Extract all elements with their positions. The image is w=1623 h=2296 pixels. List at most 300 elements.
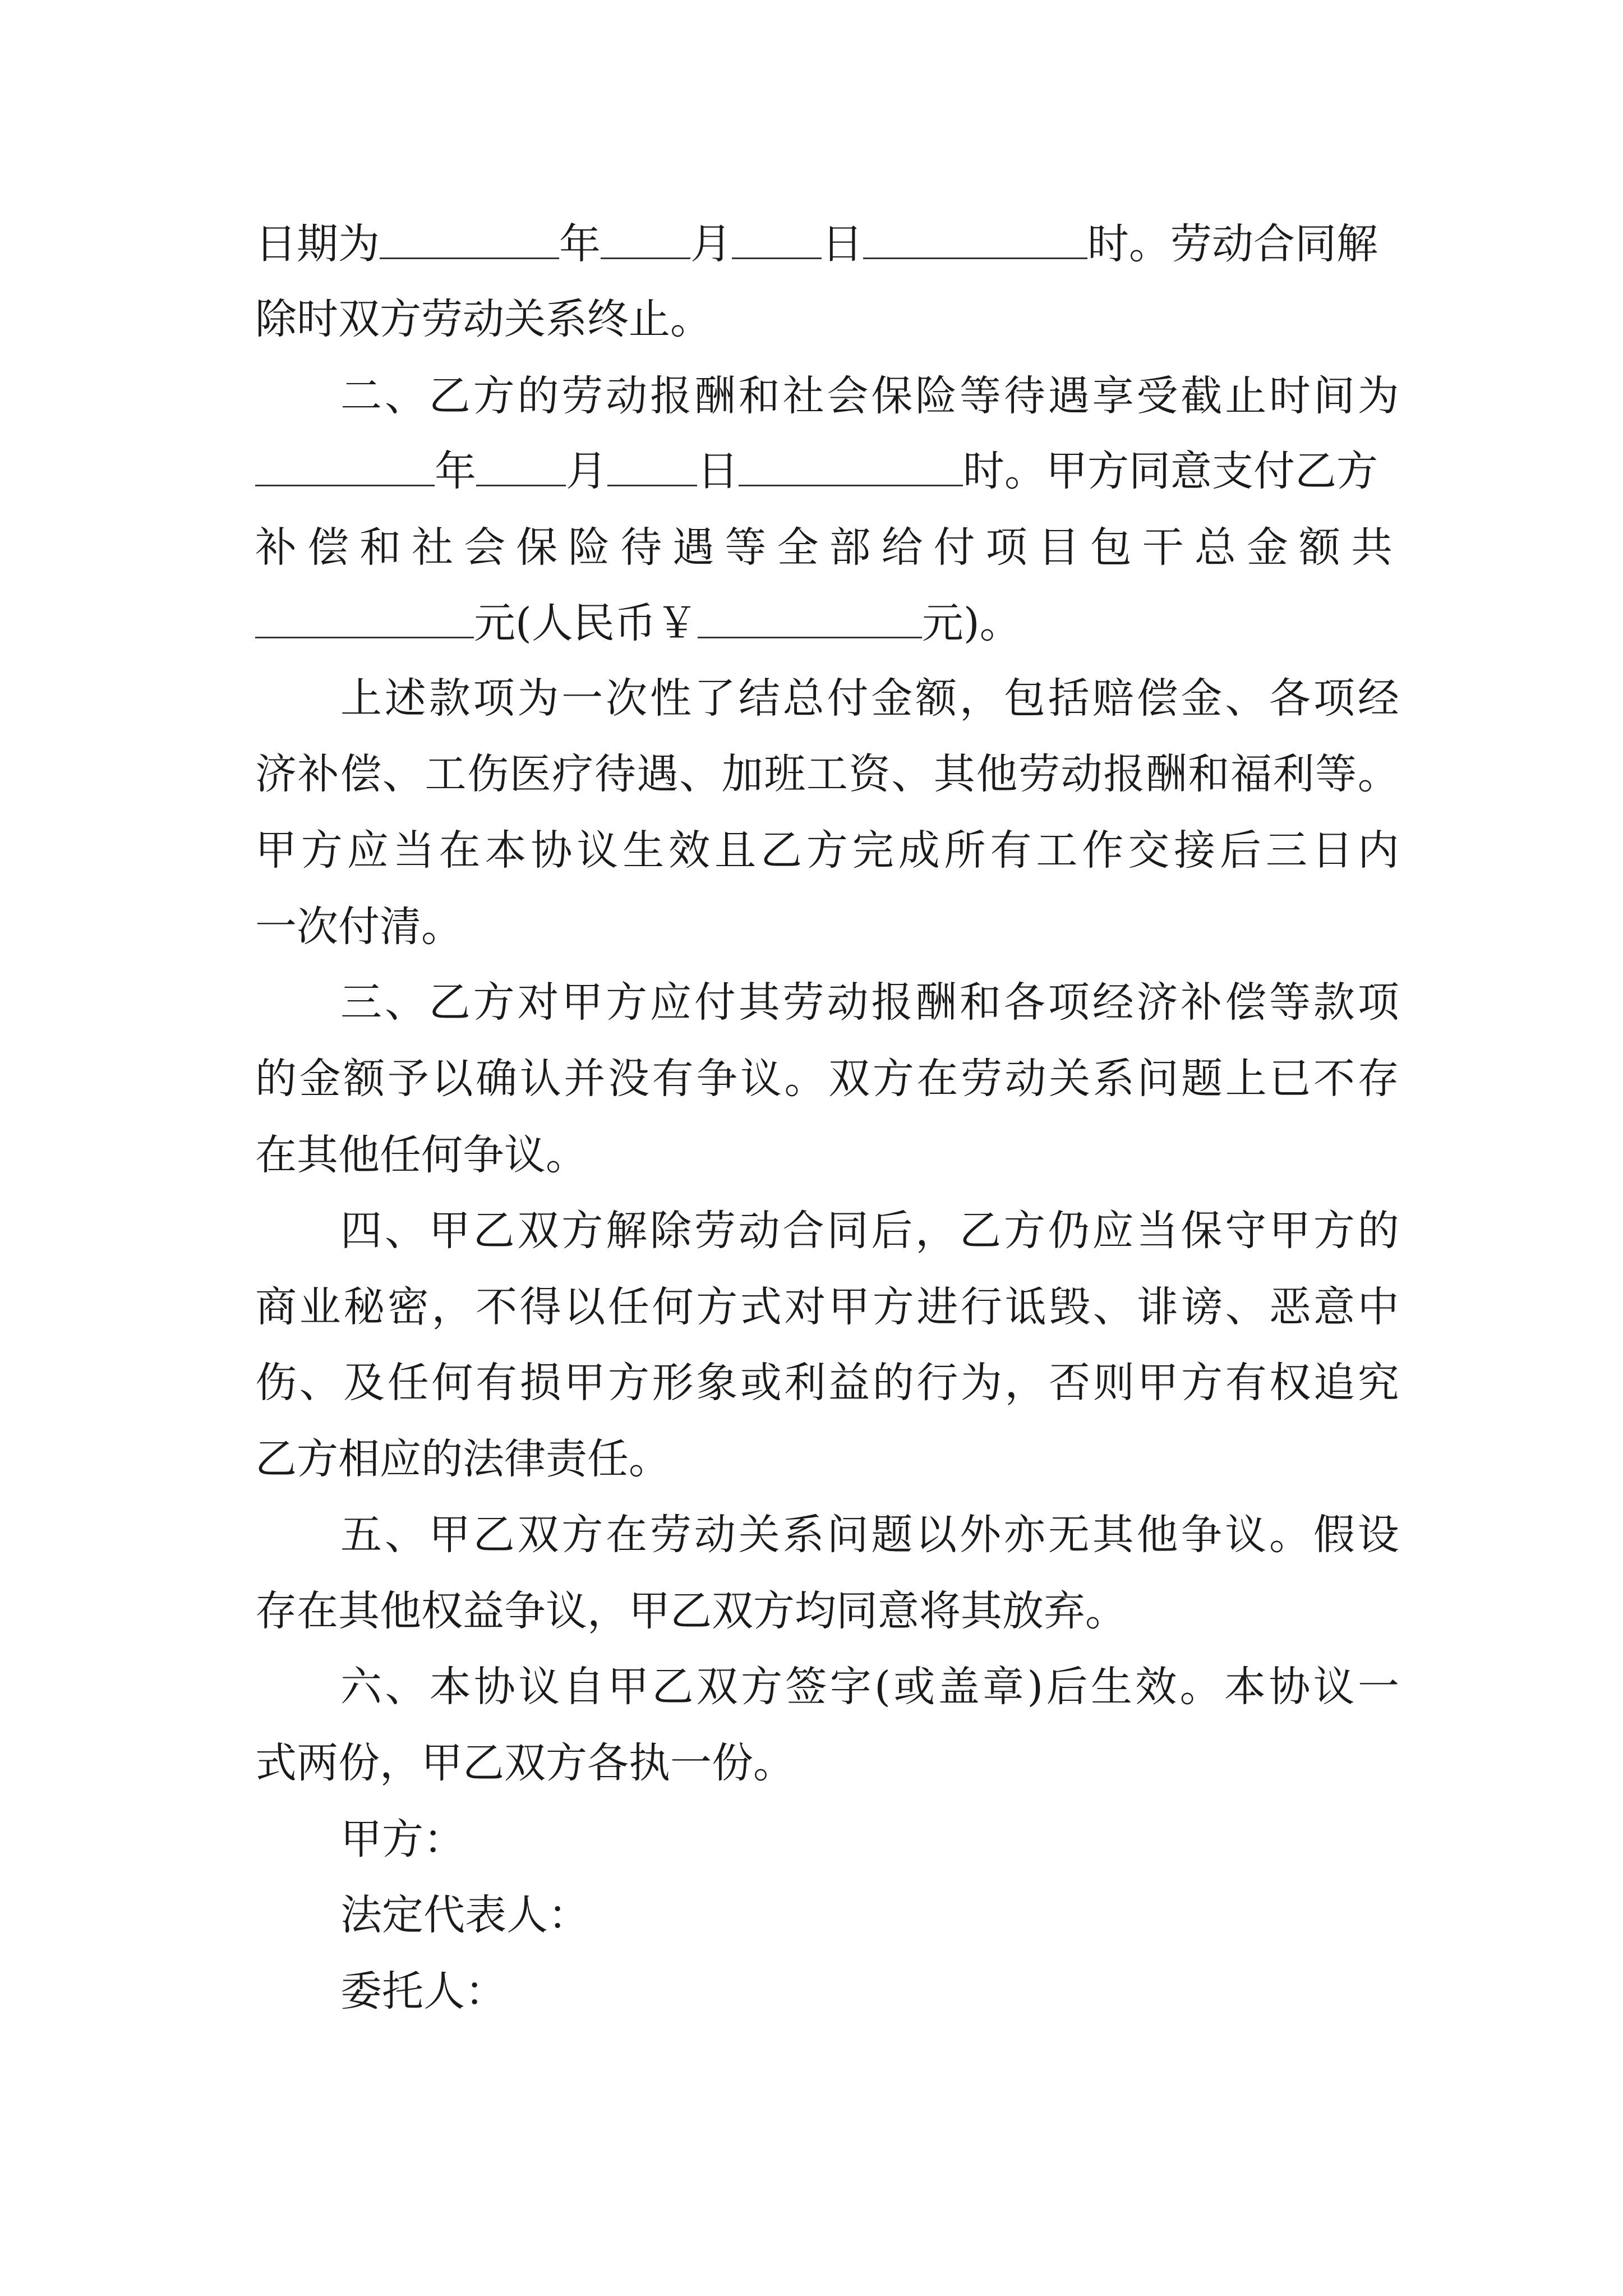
glyph: 上 [1225, 1055, 1267, 1103]
glyph: 付 [694, 978, 736, 1027]
text-segment: 时。劳动合同解 [1087, 220, 1378, 268]
glyph: ， [1004, 1359, 1046, 1407]
glyph: 偿 [307, 523, 356, 572]
text-segment: 年 [559, 220, 601, 268]
glyph: 议 [1225, 1511, 1267, 1559]
glyph: 动 [1004, 1055, 1046, 1103]
glyph: 和 [359, 523, 408, 572]
glyph: 共 [1350, 523, 1399, 572]
glyph: 仍 [1048, 1207, 1090, 1255]
glyph: 乙 [473, 1207, 515, 1255]
glyph: 应 [1092, 1207, 1134, 1255]
glyph: 除 [650, 1207, 692, 1255]
text-line [340, 1197, 1399, 1264]
glyph: 劳 [650, 1511, 692, 1559]
glyph: 双 [696, 1663, 738, 1711]
glyph: 认 [519, 1055, 561, 1103]
glyph: 。 [1269, 1511, 1311, 1559]
glyph: 没 [608, 1055, 649, 1103]
glyph: 、 [384, 978, 426, 1027]
glyph: 偿 [340, 750, 382, 798]
glyph: 甲 [561, 978, 603, 1027]
text-line [255, 740, 1399, 808]
glyph: 括 [1048, 674, 1090, 723]
glyph: 争 [1181, 1511, 1223, 1559]
glyph: 方 [561, 1207, 603, 1255]
glyph: 和 [738, 372, 780, 420]
glyph: 次 [606, 674, 648, 723]
glyph: 享 [1092, 372, 1134, 420]
glyph: 以 [431, 1055, 473, 1103]
glyph: 恶 [1269, 1283, 1311, 1331]
glyph: 款 [1313, 978, 1355, 1027]
glyph: 利 [784, 1359, 826, 1407]
glyph: 给 [881, 523, 930, 572]
glyph: 为 [961, 1359, 1002, 1407]
text-line: 一次付清。 [255, 903, 463, 951]
glyph: 乙 [652, 1663, 694, 1711]
glyph: 项 [1313, 674, 1355, 723]
text-segment: 时。甲方同意支付乙方 [963, 447, 1378, 495]
glyph: 并 [564, 1055, 606, 1103]
glyph: 所 [944, 826, 986, 875]
glyph: 有 [652, 1055, 694, 1103]
glyph: 方 [473, 978, 515, 1027]
glyph: 工 [1036, 826, 1078, 875]
glyph: 三 [340, 978, 382, 1027]
glyph: 总 [782, 674, 824, 723]
glyph: 题 [1181, 1055, 1223, 1103]
glyph: 工 [806, 750, 848, 798]
glyph: 项 [1048, 978, 1090, 1027]
glyph: 动 [606, 372, 648, 420]
text-line [340, 665, 1399, 732]
glyph: 且 [714, 826, 757, 875]
glyph: ， [431, 1283, 473, 1331]
glyph: 报 [871, 978, 913, 1027]
glyph: 任 [387, 1359, 429, 1407]
glyph: 本 [485, 826, 527, 875]
glyph: 方 [1181, 1359, 1223, 1407]
glyph: 应 [347, 826, 389, 875]
glyph: 的 [517, 372, 559, 420]
glyph: 外 [960, 1511, 1002, 1559]
glyph: 四 [340, 1207, 382, 1255]
glyph: 上 [340, 674, 382, 723]
glyph: 济 [255, 750, 297, 798]
glyph: 部 [829, 523, 878, 572]
glyph: 各 [1269, 674, 1311, 723]
glyph: 双 [828, 1055, 870, 1103]
glyph: 、 [384, 1511, 426, 1559]
glyph: 协 [531, 826, 573, 875]
glyph: 加 [721, 750, 763, 798]
glyph: 甲 [428, 1207, 471, 1255]
glyph: ， [960, 674, 1002, 723]
text-line: 式两份，甲乙双方各执一份。 [255, 1739, 795, 1787]
glyph: 。 [784, 1055, 826, 1103]
glyph: 额 [1298, 523, 1347, 572]
text-line [255, 514, 1399, 581]
glyph: 款 [428, 674, 471, 723]
glyph: 合 [782, 1207, 824, 1255]
glyph: 赔 [1092, 674, 1134, 723]
glyph: 生 [1090, 1663, 1132, 1711]
text-line [340, 969, 1399, 1036]
text-line [340, 1501, 1399, 1568]
glyph: 伤 [255, 1359, 297, 1407]
glyph: 有 [476, 1359, 518, 1407]
glyph: 遇 [1048, 372, 1090, 420]
glyph: 及 [343, 1359, 385, 1407]
glyph: 方 [696, 1283, 738, 1331]
text-line [255, 438, 1399, 505]
glyph: 协 [474, 1663, 516, 1711]
glyph: 受 [1136, 372, 1178, 420]
glyph: 诽 [1137, 1283, 1179, 1331]
glyph: 自 [562, 1663, 605, 1711]
glyph: 的 [872, 1359, 914, 1407]
glyph: 双 [517, 1511, 559, 1559]
glyph: 遇 [672, 523, 721, 572]
glyph: 中 [1357, 1283, 1399, 1331]
text-line [255, 590, 1399, 657]
glyph: 甲 [828, 1283, 870, 1331]
blank-field-date [607, 438, 697, 486]
glyph: 项 [985, 523, 1034, 572]
glyph: 会 [827, 372, 869, 420]
glyph: 密 [387, 1283, 429, 1331]
glyph: 议 [518, 1663, 560, 1711]
glyph: 伤 [467, 750, 509, 798]
text-line [255, 1045, 1399, 1112]
blank-field-date [476, 438, 566, 486]
glyph: 商 [255, 1283, 297, 1331]
glyph: 后 [1220, 826, 1262, 875]
glyph: 系 [782, 1511, 824, 1559]
glyph: 社 [782, 372, 824, 420]
text-segment: 月 [566, 447, 607, 495]
text-line [255, 210, 1399, 278]
glyph: 接 [1174, 826, 1216, 875]
glyph: 或 [740, 1359, 782, 1407]
glyph: 他 [1136, 1511, 1178, 1559]
glyph: 补 [297, 750, 339, 798]
glyph: 劳 [694, 1207, 736, 1255]
glyph: 劳 [782, 978, 824, 1027]
glyph: 不 [476, 1283, 518, 1331]
glyph: 进 [916, 1283, 958, 1331]
glyph: 问 [1137, 1055, 1179, 1103]
glyph: ) [1027, 1663, 1044, 1711]
glyph: 目 [1038, 523, 1086, 572]
glyph: 保 [871, 372, 913, 420]
glyph: 完 [852, 826, 894, 875]
glyph: 交 [1128, 826, 1170, 875]
glyph: 结 [738, 674, 780, 723]
glyph: 金 [1181, 674, 1223, 723]
glyph: 以 [564, 1283, 606, 1331]
glyph: 系 [1092, 1055, 1135, 1103]
glyph: 。 [1357, 750, 1399, 798]
glyph: 等 [725, 523, 773, 572]
glyph: ， [915, 1207, 957, 1255]
glyph: 何 [652, 1283, 694, 1331]
glyph: 议 [577, 826, 619, 875]
glyph: 日 [1311, 826, 1353, 875]
glyph: 动 [1061, 750, 1103, 798]
glyph: 班 [764, 750, 806, 798]
glyph: 疗 [552, 750, 594, 798]
text-segment: 元)。 [921, 599, 1021, 647]
glyph: 五 [340, 1511, 382, 1559]
glyph: 、 [1225, 1283, 1267, 1331]
glyph: 一 [561, 674, 603, 723]
glyph: 题 [871, 1511, 913, 1559]
glyph: 秘 [343, 1283, 385, 1331]
text-segment: 元(人民币￥ [474, 599, 698, 647]
glyph: 等 [1269, 978, 1311, 1027]
glyph: 方 [1313, 1207, 1355, 1255]
text-line: 乙方相应的法律责任。 [255, 1435, 670, 1483]
glyph: 诋 [1004, 1283, 1046, 1331]
text-line: 在其他任何争议。 [255, 1131, 587, 1179]
glyph: 在 [439, 826, 481, 875]
glyph: 偿 [1225, 978, 1267, 1027]
glyph: 全 [777, 523, 826, 572]
blank-field-amount [698, 590, 922, 638]
glyph: 方 [872, 1283, 914, 1331]
glyph: 其 [933, 750, 975, 798]
glyph: 待 [594, 750, 636, 798]
glyph: 甲 [428, 1511, 471, 1559]
glyph: 在 [606, 1511, 648, 1559]
glyph: 待 [1003, 372, 1045, 420]
glyph: 一 [1358, 1663, 1399, 1711]
glyph: 酬 [915, 978, 957, 1027]
glyph: 性 [650, 674, 692, 723]
glyph: 金 [871, 674, 913, 723]
glyph: 象 [696, 1359, 738, 1407]
glyph: 业 [299, 1283, 341, 1331]
blank-field-date [601, 210, 690, 259]
glyph: 项 [473, 674, 515, 723]
glyph: 和 [960, 978, 1002, 1027]
glyph: 了 [694, 674, 736, 723]
glyph: 以 [915, 1511, 957, 1559]
glyph: 本 [1224, 1663, 1266, 1711]
glyph: 险 [568, 523, 617, 572]
glyph: 利 [1272, 750, 1315, 798]
glyph: 济 [1136, 978, 1178, 1027]
glyph: 任 [608, 1283, 649, 1331]
glyph: 或 [893, 1663, 935, 1711]
glyph: 甲 [607, 1663, 649, 1711]
glyph: 间 [1313, 372, 1355, 420]
glyph: 假 [1313, 1511, 1355, 1559]
glyph: 付 [933, 523, 982, 572]
glyph: 在 [916, 1055, 958, 1103]
glyph: 为 [517, 674, 559, 723]
blank-field-date [863, 210, 1087, 259]
glyph: 动 [827, 978, 869, 1027]
glyph: 谤 [1181, 1283, 1223, 1331]
glyph: 经 [1092, 978, 1134, 1027]
glyph: 包 [1090, 523, 1138, 572]
glyph: 关 [1049, 1055, 1091, 1103]
glyph: 、 [384, 372, 426, 420]
glyph: 内 [1357, 826, 1399, 875]
glyph: 酬 [694, 372, 736, 420]
text-segment: 日 [697, 447, 739, 495]
glyph: 述 [384, 674, 426, 723]
glyph: 报 [1103, 750, 1145, 798]
glyph: 劳 [961, 1055, 1002, 1103]
text-line: 除时双方劳动关系终止。 [255, 295, 712, 343]
glyph: 、 [1092, 1283, 1135, 1331]
glyph: 得 [519, 1283, 561, 1331]
text-line [255, 1349, 1399, 1416]
glyph: 乙 [428, 978, 471, 1027]
glyph: 亦 [1003, 1511, 1045, 1559]
glyph: 应 [650, 978, 692, 1027]
glyph: 有 [990, 826, 1032, 875]
glyph: 对 [784, 1283, 826, 1331]
glyph: 方 [806, 826, 848, 875]
glyph: 动 [694, 1511, 736, 1559]
glyph: 否 [1049, 1359, 1091, 1407]
glyph: 章 [983, 1663, 1025, 1711]
glyph: 、 [385, 1663, 427, 1711]
glyph: 付 [827, 674, 869, 723]
glyph: 止 [1225, 372, 1267, 420]
glyph: 动 [738, 1207, 780, 1255]
text-line [340, 362, 1399, 430]
blank-field-date [255, 438, 435, 486]
glyph: 和 [1188, 750, 1230, 798]
glyph: 其 [1092, 1511, 1134, 1559]
glyph: 等 [1315, 750, 1357, 798]
glyph: 解 [606, 1207, 648, 1255]
glyph: 资 [849, 750, 891, 798]
glyph: 权 [1269, 1359, 1311, 1407]
glyph: 存 [1357, 1055, 1399, 1103]
signature-party-a: 甲方： [340, 1815, 465, 1864]
glyph: 福 [1230, 750, 1272, 798]
glyph: 设 [1357, 1511, 1399, 1559]
glyph: 方 [561, 1511, 603, 1559]
glyph: 确 [476, 1055, 518, 1103]
text-line [255, 1273, 1399, 1341]
glyph: 社 [412, 523, 460, 572]
glyph: 、 [384, 1207, 426, 1255]
glyph: 成 [898, 826, 940, 875]
glyph: 各 [1003, 978, 1045, 1027]
glyph: 偿 [1136, 674, 1178, 723]
glyph: 医 [509, 750, 551, 798]
glyph: 、 [679, 750, 721, 798]
glyph: 会 [464, 523, 513, 572]
glyph: 损 [519, 1359, 561, 1407]
glyph: 式 [740, 1283, 782, 1331]
glyph: 方 [608, 1359, 649, 1407]
text-line [255, 817, 1399, 884]
glyph: 、 [382, 750, 424, 798]
glyph: 保 [1181, 1207, 1223, 1255]
glyph: 效 [668, 826, 711, 875]
glyph: 。 [1179, 1663, 1221, 1711]
glyph: 、 [891, 750, 933, 798]
glyph: 效 [1135, 1663, 1177, 1711]
glyph: 毁 [1049, 1283, 1091, 1331]
glyph: 协 [1269, 1663, 1311, 1711]
glyph: 总 [1194, 523, 1243, 572]
glyph: 关 [738, 1511, 780, 1559]
glyph: 无 [1048, 1511, 1090, 1559]
text-segment: 年 [435, 447, 476, 495]
glyph: ( [874, 1663, 891, 1711]
text-line: 存在其他权益争议，甲乙双方均同意将其放弃。 [255, 1587, 1127, 1635]
glyph: 同 [827, 1207, 869, 1255]
glyph: 作 [1082, 826, 1124, 875]
glyph: 已 [1269, 1055, 1311, 1103]
glyph: 甲 [1269, 1207, 1311, 1255]
glyph: 盖 [938, 1663, 980, 1711]
glyph: 形 [652, 1359, 694, 1407]
glyph: 补 [255, 523, 303, 572]
glyph: 的 [255, 1055, 297, 1103]
glyph: 乙 [428, 372, 471, 420]
glyph: 险 [915, 372, 957, 420]
glyph: 三 [1265, 826, 1307, 875]
glyph: 有 [1225, 1359, 1267, 1407]
glyph: 额 [915, 674, 957, 723]
signature-agent: 委托人： [340, 1967, 506, 2016]
glyph: 后 [1046, 1663, 1088, 1711]
glyph: 则 [1092, 1359, 1135, 1407]
glyph: 乙 [960, 1207, 1002, 1255]
glyph: 工 [425, 750, 467, 798]
glyph: 保 [516, 523, 565, 572]
glyph: 、 [1225, 674, 1267, 723]
glyph: 甲 [564, 1359, 606, 1407]
blank-field-date [732, 210, 822, 259]
glyph: 益 [828, 1359, 870, 1407]
glyph: 方 [606, 978, 648, 1027]
glyph: 二 [340, 372, 382, 420]
blank-field-amount [255, 590, 474, 638]
glyph: 、 [299, 1359, 341, 1407]
blank-field-date [380, 210, 559, 259]
text-line [340, 1653, 1399, 1720]
glyph: 补 [1181, 978, 1223, 1027]
glyph: 其 [738, 978, 780, 1027]
glyph: 双 [517, 1207, 559, 1255]
glyph: 待 [620, 523, 669, 572]
text-segment: 日 [822, 220, 863, 268]
glyph: 甲 [255, 826, 297, 875]
glyph: 守 [1225, 1207, 1267, 1255]
glyph: 报 [650, 372, 692, 420]
glyph: 签 [785, 1663, 827, 1711]
glyph: 予 [387, 1055, 429, 1103]
glyph: 问 [827, 1511, 869, 1559]
glyph: 时 [1269, 372, 1311, 420]
glyph: 的 [1357, 1207, 1399, 1255]
glyph: 争 [696, 1055, 738, 1103]
glyph: 乙 [473, 1511, 515, 1559]
text-segment: 日期为 [255, 220, 380, 268]
